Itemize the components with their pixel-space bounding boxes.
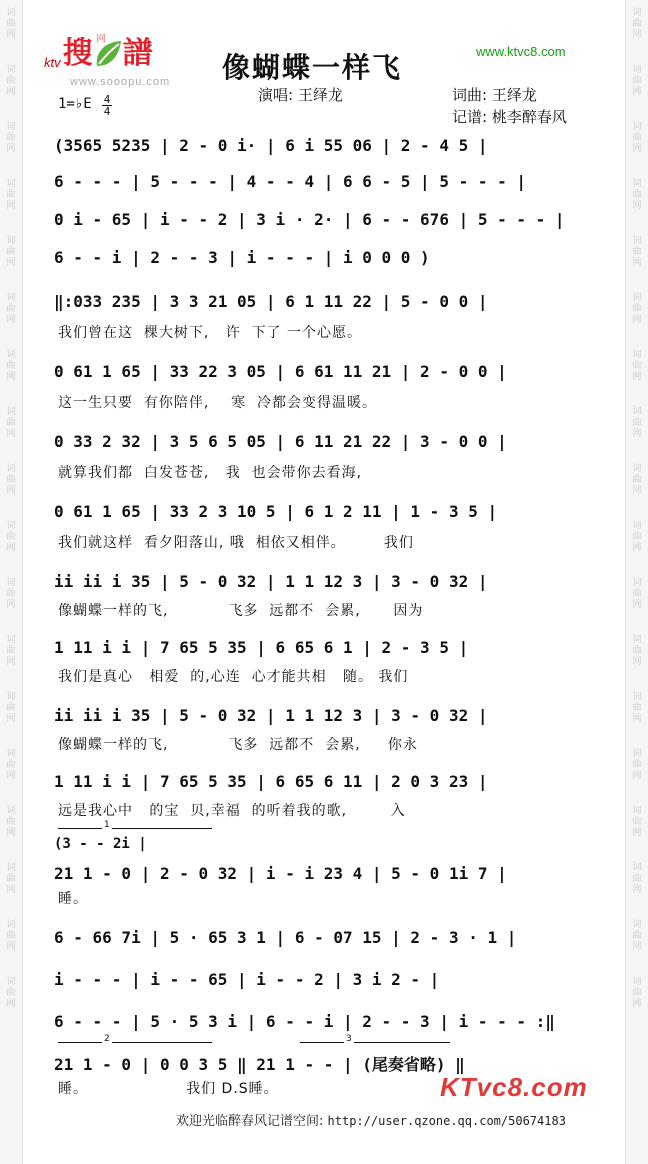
watermark-char: 词: [632, 8, 642, 18]
watermark-char: 词: [632, 122, 642, 132]
time-signature: [102, 94, 112, 117]
watermark-char: 曲: [632, 247, 642, 257]
left-watermark-column: [0, 8, 22, 1034]
watermark-char: 词: [632, 806, 642, 816]
watermark-char: 曲: [6, 247, 16, 257]
watermark-char: 网: [632, 144, 642, 154]
score-line-15: 6 - 66 7i | 5 · 65 3 1 | 6 - 07 15 | 2 - 3 · 1 |: [54, 928, 517, 947]
watermark-char: 词: [632, 977, 642, 987]
footer-text: 欢迎光临醉春风记谱空间:: [176, 1114, 328, 1129]
watermark-char: 网: [6, 87, 16, 97]
watermark-char: 曲: [632, 76, 642, 86]
watermark-char: 曲: [632, 988, 642, 998]
watermark-char: 曲: [6, 361, 16, 371]
site-url[interactable]: www.ktvc8.com: [476, 44, 566, 59]
watermark-char: 词: [6, 578, 16, 588]
watermark-char: 网: [6, 486, 16, 496]
score-line-2: 6 - - - | 5 - - - | 4 - - 4 | 6 6 - 5 | 5 - - - |: [54, 172, 527, 191]
watermark-char: 网: [632, 828, 642, 838]
watermark-char: 网: [632, 771, 642, 781]
watermark-char: 曲: [632, 589, 642, 599]
watermark-char: 网: [6, 999, 16, 1009]
watermark-char: 网: [632, 942, 642, 952]
lyric-line-12: 远是我心中 的宝 贝,幸福 的听着我的歌, 入: [58, 803, 406, 819]
watermark-char: 词: [6, 65, 16, 75]
singer-credit: 演唱: 王绎龙: [258, 86, 343, 104]
watermark-char: 网: [6, 828, 16, 838]
watermark-char: 曲: [6, 874, 16, 884]
watermark-char: 曲: [632, 361, 642, 371]
watermark-char: 曲: [632, 190, 642, 200]
logo-superscript: 网: [96, 34, 106, 45]
watermark-char: 网: [6, 714, 16, 724]
watermark-char: 网: [632, 486, 642, 496]
watermark-char: 曲: [6, 760, 16, 770]
watermark-char: 曲: [6, 133, 16, 143]
watermark-char: 词: [632, 578, 642, 588]
watermark-char: 曲: [6, 76, 16, 86]
volta-number-1: 1: [104, 820, 110, 830]
watermark-char: 词: [632, 521, 642, 531]
watermark-char: 词: [632, 464, 642, 474]
watermark-char: 词: [632, 749, 642, 759]
watermark-char: 词: [6, 8, 16, 18]
watermark-char: 网: [632, 885, 642, 895]
watermark-char: 词: [6, 236, 16, 246]
volta-number-3: 3: [346, 1034, 352, 1044]
footer-url[interactable]: http://user.qzone.qq.com/50674183: [327, 1114, 566, 1128]
watermark-char: 词: [632, 863, 642, 873]
watermark-char: 网: [632, 30, 642, 40]
watermark-char: 词: [632, 692, 642, 702]
key-signature: 1=♭E: [58, 96, 92, 112]
time-sig-top: 4: [103, 93, 111, 106]
watermark-char: 网: [6, 543, 16, 553]
watermark-char: 词: [632, 65, 642, 75]
watermark-char: 词: [6, 977, 16, 987]
watermark-char: 曲: [632, 19, 642, 29]
score-line-11: ii ii i 35 | 5 - 0 32 | 1 1 12 3 | 3 - 0 32 |: [54, 706, 488, 725]
watermark-char: 曲: [632, 703, 642, 713]
watermark-char: 词: [6, 122, 16, 132]
watermark-char: 曲: [6, 304, 16, 314]
score-line-6: 0 61 1 65 | 33 22 3 05 | 6 61 11 21 | 2 - 0 0 |: [54, 362, 507, 381]
watermark-char: 网: [632, 714, 642, 724]
watermark-char: 词: [632, 350, 642, 360]
score-line-14: 21 1 - 0 | 2 - 0 32 | i - i 23 4 | 5 - 0 1i 7 |: [54, 864, 507, 883]
lyric-line-14: 睡。: [58, 891, 88, 907]
watermark-char: 网: [632, 87, 642, 97]
watermark-char: 网: [6, 144, 16, 154]
watermark-char: 词: [6, 179, 16, 189]
watermark-char: 词: [6, 293, 16, 303]
watermark-char: 曲: [632, 304, 642, 314]
logo-char-sou: 搜: [62, 36, 93, 71]
watermark-char: 网: [6, 429, 16, 439]
watermark-char: 词: [6, 521, 16, 531]
watermark-char: 曲: [632, 874, 642, 884]
watermark-char: 曲: [6, 532, 16, 542]
score-line-4: 6 - - i | 2 - - 3 | i - - - | i 0 0 0 ): [54, 248, 430, 267]
watermark-char: 曲: [6, 931, 16, 941]
watermark-char: 曲: [6, 703, 16, 713]
right-watermark-strip: [625, 0, 648, 1164]
song-title: 像蝴蝶一样飞: [222, 51, 403, 84]
watermark-char: 词: [6, 806, 16, 816]
watermark-char: 词: [632, 635, 642, 645]
lyric-line-18: 睡。 我们 D.S睡。: [58, 1081, 279, 1097]
watermark-char: 曲: [6, 19, 16, 29]
watermark-char: 词: [6, 350, 16, 360]
score-line-17: 6 - - - | 5 · 5 3 i | 6 - - i | 2 - - 3 | i - - - :‖: [54, 1012, 555, 1031]
footer-credit: [176, 1110, 566, 1129]
watermark-char: 曲: [6, 817, 16, 827]
watermark-char: 曲: [632, 931, 642, 941]
watermark-char: 网: [632, 543, 642, 553]
watermark-char: 词: [632, 236, 642, 246]
watermark-char: 词: [6, 635, 16, 645]
volta-number-2: 2: [104, 1034, 110, 1044]
watermark-char: 词: [632, 920, 642, 930]
score-line-1: (3565 5235 | 2 - 0 i· | 6 i 55 06 | 2 - 4 5 |: [54, 136, 488, 155]
score-line-9: ii ii i 35 | 5 - 0 32 | 1 1 12 3 | 3 - 0 32 |: [54, 572, 488, 591]
watermark-char: 网: [6, 30, 16, 40]
watermark-char: 曲: [6, 646, 16, 656]
watermark-char: 曲: [6, 475, 16, 485]
watermark-char: 网: [6, 942, 16, 952]
watermark-char: 词: [6, 920, 16, 930]
watermark-char: 网: [632, 372, 642, 382]
score-line-8: 0 61 1 65 | 33 2 3 10 5 | 6 1 2 11 | 1 - 3 5 |: [54, 502, 498, 521]
watermark-char: 网: [632, 258, 642, 268]
watermark-char: 网: [6, 372, 16, 382]
watermark-char: 词: [632, 293, 642, 303]
right-watermark-column: [626, 8, 648, 1034]
watermark-char: 网: [6, 258, 16, 268]
lyric-line-6: 这一生只要 有你陪伴, 寒 冷都会变得温暖。: [58, 395, 378, 411]
watermark-char: 曲: [6, 190, 16, 200]
watermark-char: 词: [6, 749, 16, 759]
logo-prefix: ktv: [44, 55, 61, 70]
time-sig-bottom: 4: [103, 105, 111, 118]
score-line-13: (3 - - 2i |: [54, 836, 147, 852]
watermark-char: 网: [6, 657, 16, 667]
score-line-5: ‖:033 235 | 3 3 21 05 | 6 1 11 22 | 5 - 0 0 |: [54, 292, 488, 311]
watermark-char: 网: [6, 771, 16, 781]
watermark-char: 网: [632, 201, 642, 211]
lyric-line-9: 像蝴蝶一样的飞, 飞多 远都不 会累, 因为: [58, 603, 424, 619]
watermark-char: 曲: [6, 988, 16, 998]
watermark-char: 网: [632, 999, 642, 1009]
lyric-line-7: 就算我们都 白发苍苍, 我 也会带你去看海,: [58, 465, 363, 481]
watermark-char: 网: [632, 315, 642, 325]
left-watermark-strip: [0, 0, 23, 1164]
score-line-12: 1 11 i i | 7 65 5 35 | 6 65 6 11 | 2 0 3 23 |: [54, 772, 488, 791]
watermark-char: 网: [6, 885, 16, 895]
watermark-char: 曲: [632, 760, 642, 770]
watermark-char: 词: [6, 407, 16, 417]
watermark-char: 词: [6, 692, 16, 702]
watermark-char: 曲: [632, 817, 642, 827]
logo-char-pu: 譜: [122, 36, 153, 71]
lyric-line-10: 我们是真心 相爱 的,心连 心才能共相 随。 我们: [58, 669, 409, 685]
score-line-10: 1 11 i i | 7 65 5 35 | 6 65 6 1 | 2 - 3 5 |: [54, 638, 469, 657]
lyric-line-5: 我们曾在这 棵大树下, 许 下了 一个心愿。: [58, 325, 363, 341]
watermark-char: 词: [6, 863, 16, 873]
score-line-18: 21 1 - 0 | 0 0 3 5 ‖ 21 1 - - | (尾奏省略) ‖: [54, 1055, 465, 1074]
watermark-char: 词: [6, 464, 16, 474]
watermark-char: 曲: [6, 589, 16, 599]
watermark-char: 网: [6, 201, 16, 211]
watermark-char: 曲: [632, 133, 642, 143]
watermark-char: 词: [632, 179, 642, 189]
watermark-char: 曲: [632, 532, 642, 542]
score-line-3: 0 i - 65 | i - - 2 | 3 i · 2· | 6 - - 676 | 5 - - - |: [54, 210, 565, 229]
watermark-char: 曲: [6, 418, 16, 428]
watermark-char: 网: [632, 429, 642, 439]
watermark-char: 网: [632, 657, 642, 667]
watermark-char: 网: [6, 315, 16, 325]
watermark-char: 网: [6, 600, 16, 610]
ktvc8-watermark-logo: KTvc8.com: [440, 1072, 588, 1102]
watermark-char: 词: [632, 407, 642, 417]
score-line-16: i - - - | i - - 65 | i - - 2 | 3 i 2 - |: [54, 970, 440, 989]
logo-url[interactable]: www.sooopu.com: [70, 76, 171, 88]
composer-credit: 词曲: 王绎龙: [452, 86, 537, 104]
lyric-line-11: 像蝴蝶一样的飞, 飞多 远都不 会累, 你永: [58, 737, 418, 753]
score-line-7: 0 33 2 32 | 3 5 6 5 05 | 6 11 21 22 | 3 - 0 0 |: [54, 432, 507, 451]
watermark-char: 曲: [632, 418, 642, 428]
watermark-char: 曲: [632, 646, 642, 656]
notation-credit: 记谱: 桃李醉春风: [452, 108, 567, 126]
lyric-line-8: 我们就这样 看夕阳落山, 哦 相依又相伴。 我们: [58, 535, 414, 551]
watermark-char: 曲: [632, 475, 642, 485]
watermark-char: 网: [632, 600, 642, 610]
